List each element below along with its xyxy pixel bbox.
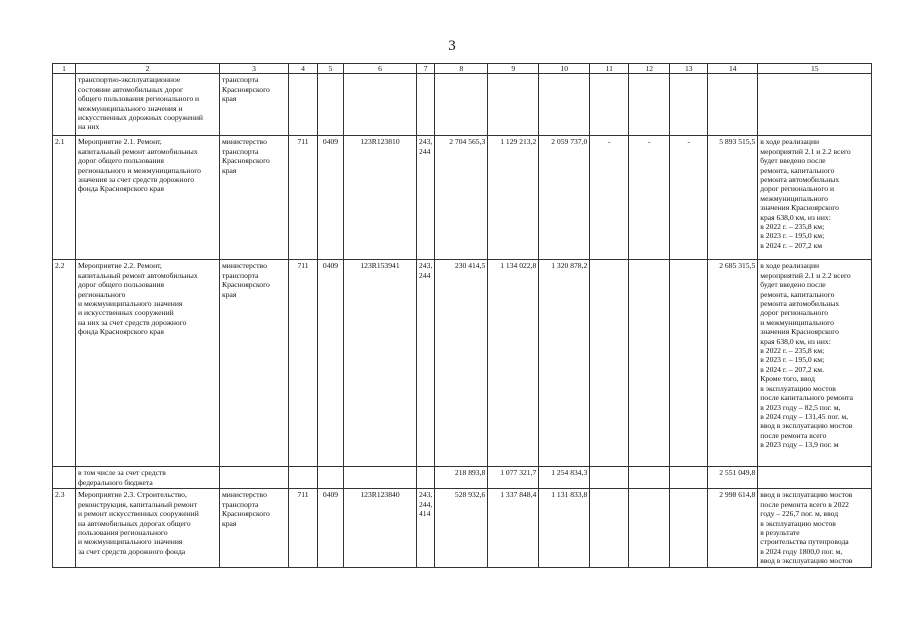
amount-col-10: 1 131 833,8 <box>539 489 590 567</box>
expected-result: в ходе реализации мероприятий 2.1 и 2.2 всего будет введено после ремонта, капитального ремонта автомобильных дорог регионального и межмуниципального значения Красноярского края 638,0 км, из них: в 2022 г. – 235,8 км; в 2023 г. – 195,0 км; в 2024 г. – 207,2 км <box>758 136 872 260</box>
page-number: 3 <box>448 38 456 54</box>
section-code <box>318 74 344 136</box>
row-number <box>53 74 76 136</box>
col-num-2: 2 <box>76 64 220 74</box>
section-code: 0409 <box>318 136 344 260</box>
col-num-10: 10 <box>539 64 590 74</box>
target-code: 123R153941 <box>344 260 417 467</box>
col-num-8: 8 <box>435 64 488 74</box>
total-amount: 2 998 614,8 <box>708 489 758 567</box>
amount-col-8 <box>435 74 488 136</box>
expense-type <box>417 467 435 489</box>
section-code <box>318 467 344 489</box>
col-num-13: 13 <box>670 64 708 74</box>
amount-col-13 <box>670 489 708 567</box>
grbs-code: 711 <box>289 136 318 260</box>
table-row <box>53 489 872 567</box>
amount-col-13: - <box>670 136 708 260</box>
grbs-code: 711 <box>289 260 318 467</box>
table-row <box>53 74 872 136</box>
target-code <box>344 467 417 489</box>
target-code: 123R123810 <box>344 136 417 260</box>
amount-col-11 <box>590 489 629 567</box>
amount-col-10 <box>539 74 590 136</box>
amount-col-13 <box>670 260 708 467</box>
col-num-7: 7 <box>417 64 435 74</box>
total-amount: 5 893 515,5 <box>708 136 758 260</box>
amount-col-9: 1 129 213,2 <box>488 136 539 260</box>
amount-col-11: - <box>590 136 629 260</box>
col-num-14: 14 <box>708 64 758 74</box>
expense-type: 243, 244 <box>417 136 435 260</box>
responsible-body <box>220 467 289 489</box>
expected-result <box>758 467 872 489</box>
amount-col-8: 2 704 565,3 <box>435 136 488 260</box>
table-row <box>53 260 872 467</box>
amount-col-11 <box>590 467 629 489</box>
col-num-6: 6 <box>344 64 417 74</box>
row-number: 2.1 <box>53 136 76 260</box>
expected-result: в ходе реализации мероприятий 2.1 и 2.2 всего будет введено после ремонта, капитального ремонта автомобильных дорог регионального и межмуниципального значения Красноярского края 638,0 км, из них: в 2022 г. – 235,8 км; в 2023 г. – 195,0 км; в 2024 г. – 207,2 км. Кроме того, ввод в эксплуатацию мостов после капитального ремонта в 2023 году – 82,5 пог. м, в 2024 году – 131,45 пог. м, ввод в эксплуатацию мостов после ремонта всего в 2023 году – 13,9 пог. м <box>758 260 872 467</box>
col-num-5: 5 <box>318 64 344 74</box>
responsible-body: министерство транспорта Красноярского края <box>220 260 289 467</box>
expense-type: 243, 244, 414 <box>417 489 435 567</box>
event-description: Мероприятие 2.1. Ремонт, капитальный ремонт автомобильных дорог общего пользования регионального и межмуниципального значения за счет средств дорожного фонда Красноярского края <box>76 136 220 260</box>
section-code: 0409 <box>318 489 344 567</box>
target-code <box>344 74 417 136</box>
amount-col-10: 1 254 834,3 <box>539 467 590 489</box>
event-description: транспортно-эксплуатационное состояние автомобильных дорог общего пользования регионального и межмуниципального значения и искусственных дорожных сооружений на них <box>76 74 220 136</box>
col-num-11: 11 <box>590 64 629 74</box>
amount-col-11 <box>590 260 629 467</box>
amount-col-10: 1 320 878,2 <box>539 260 590 467</box>
col-num-4: 4 <box>289 64 318 74</box>
section-code: 0409 <box>318 260 344 467</box>
row-number: 2.2 <box>53 260 76 467</box>
amount-col-12 <box>629 489 670 567</box>
table-row <box>53 467 872 489</box>
expected-result: ввод в эксплуатацию мостов после ремонта всего в 2022 году – 226,7 пог. м, ввод в эксплуатацию мостов в результате строительства путепровода в 2024 году 1800,0 пог. м, ввод в эксплуатацию мостов <box>758 489 872 567</box>
amount-col-9: 1 077 321,7 <box>488 467 539 489</box>
col-num-12: 12 <box>629 64 670 74</box>
amount-col-8: 230 414,5 <box>435 260 488 467</box>
amount-col-8: 528 932,6 <box>435 489 488 567</box>
grbs-code <box>289 74 318 136</box>
amount-col-13 <box>670 467 708 489</box>
amount-col-9: 1 337 848,4 <box>488 489 539 567</box>
expected-result <box>758 74 872 136</box>
amount-col-12 <box>629 74 670 136</box>
table-row <box>53 136 872 260</box>
total-amount: 2 551 049,8 <box>708 467 758 489</box>
total-amount <box>708 74 758 136</box>
amount-col-12: - <box>629 136 670 260</box>
col-num-9: 9 <box>488 64 539 74</box>
expense-type <box>417 74 435 136</box>
responsible-body: транспорта Красноярского края <box>220 74 289 136</box>
expense-type: 243, 244 <box>417 260 435 467</box>
target-code: 123R123840 <box>344 489 417 567</box>
amount-col-12 <box>629 260 670 467</box>
col-num-1: 1 <box>53 64 76 74</box>
column-number-row <box>53 64 872 74</box>
col-num-3: 3 <box>220 64 289 74</box>
responsible-body: министерство транспорта Красноярского края <box>220 136 289 260</box>
row-number <box>53 467 76 489</box>
grbs-code: 711 <box>289 489 318 567</box>
responsible-body: министерство транспорта Красноярского края <box>220 489 289 567</box>
event-description: Мероприятие 2.3. Строительство, реконструкция, капитальный ремонт и ремонт искусственных сооружений на автомобильных дорогах общего пользования регионального и межмуниципального значения за счет средств дорожного фонда <box>76 489 220 567</box>
amount-col-13 <box>670 74 708 136</box>
event-description: в том числе за счет средств федерального бюджета <box>76 467 220 489</box>
col-num-15: 15 <box>758 64 872 74</box>
amount-col-8: 218 893,8 <box>435 467 488 489</box>
amount-col-9: 1 134 022,8 <box>488 260 539 467</box>
program-table <box>52 63 872 568</box>
event-description: Мероприятие 2.2. Ремонт, капитальный ремонт автомобильных дорог общего пользования регионального и межмуниципального значения и искусственных сооружений на них за счет средств дорожного фонда Красноярского края <box>76 260 220 467</box>
amount-col-9 <box>488 74 539 136</box>
total-amount: 2 685 315,5 <box>708 260 758 467</box>
amount-col-10: 2 059 737,0 <box>539 136 590 260</box>
amount-col-12 <box>629 467 670 489</box>
grbs-code <box>289 467 318 489</box>
amount-col-11 <box>590 74 629 136</box>
row-number: 2.3 <box>53 489 76 567</box>
